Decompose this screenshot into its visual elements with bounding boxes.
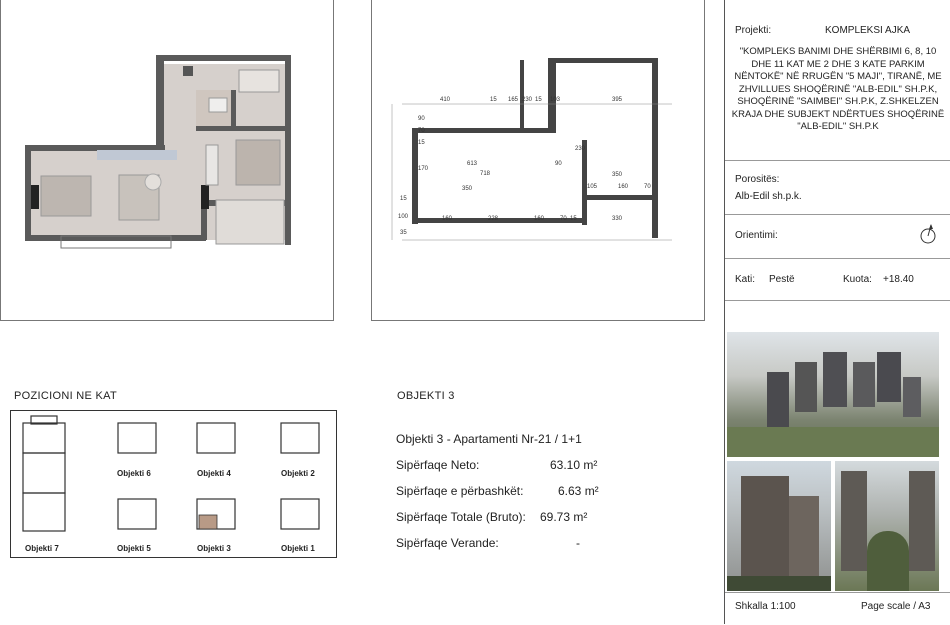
dim-label: 330 (612, 216, 623, 222)
site-plan (11, 411, 336, 557)
apartment-row (396, 484, 716, 498)
site-plan-frame (10, 410, 337, 558)
row-label: Sipërfaqe Verande: (396, 536, 499, 550)
dim-label: 35 (400, 230, 407, 236)
client-block (725, 160, 950, 215)
dim-label: 160 (618, 184, 629, 190)
dim-label: 350 (462, 186, 473, 192)
site-object-label: Objekti 5 (117, 544, 151, 553)
object-title: OBJEKTI 3 (397, 390, 455, 402)
dim-label: 613 (467, 161, 478, 167)
site-object-label: Objekti 2 (281, 469, 315, 478)
north-arrow-icon (917, 222, 939, 246)
dimensioned-floor-plan (372, 0, 704, 320)
project-block (725, 0, 950, 161)
apartment-row (396, 536, 716, 550)
site-object-label: Objekti 7 (25, 544, 59, 553)
level-label: Kuota: (843, 274, 872, 285)
row-label: Sipërfaqe e përbashkët: (396, 484, 524, 498)
scale-text: Shkalla 1:100 (735, 601, 796, 612)
dimensioned-plan-frame (371, 0, 705, 321)
row-value: 63.10 m² (550, 458, 598, 472)
dim-label: 103 (550, 97, 561, 103)
street-rendering (727, 461, 831, 591)
row-label: Sipërfaqe Totale (Bruto): (396, 510, 526, 524)
row-value: 69.73 m² (540, 510, 588, 524)
orientation-block (725, 214, 950, 259)
floor-value: Pestë (769, 274, 795, 285)
dim-label: 70 (644, 184, 651, 190)
project-name: KOMPLEKSI AJKA (825, 25, 911, 36)
dim-label: 15 (400, 196, 407, 202)
dim-label: 15 (535, 97, 542, 103)
dim-label: 15 (490, 97, 497, 103)
dim-label: 15 (418, 140, 425, 146)
site-object-label: Objekti 3 (197, 544, 231, 553)
orientation-label: Orientimi: (735, 230, 778, 241)
position-title: POZICIONI NE KAT (14, 390, 117, 402)
apartment-row (396, 458, 716, 472)
client-name: Alb-Edil sh.p.k. (735, 191, 802, 202)
dim-label: 70 (560, 216, 567, 222)
dim-label: 100 (398, 214, 409, 220)
dim-label: 410 (440, 97, 451, 103)
dim-label: 350 (612, 172, 623, 178)
furnished-floor-plan (1, 0, 333, 320)
dim-label: 230 (522, 97, 533, 103)
apartment-row (396, 510, 716, 524)
site-object-label: Objekti 1 (281, 544, 315, 553)
dim-label: 90 (418, 116, 425, 122)
site-object-label: Objekti 4 (197, 469, 231, 478)
dim-label: 228 (488, 216, 499, 222)
dim-label: 230 (575, 146, 586, 152)
project-description: "KOMPLEKS BANIMI DHE SHËRBIMI 6, 8, 10 DHE 11 KAT ME 2 DHE 3 KATE PARKIM NËNTOKË" NË RRUGËN "5 MAJI", TIRANË, ME ZHVILLUES SHOQËRINË "ALB-EDIL" SH.P.K, SHOQËRINË "SAIMBEI" SH.P.K, Z.SHKELZEN KRAJA DHE SUBJEKT NDËRTUES SHOQËRINË "ALB-EDIL" SH.P.K (731, 46, 945, 132)
row-value: - (576, 536, 580, 550)
client-label: Porositës: (735, 174, 780, 185)
dim-label: 395 (612, 97, 623, 103)
courtyard-rendering (835, 461, 939, 591)
floor-block (725, 258, 950, 301)
dim-label: 105 (587, 184, 598, 190)
apartment-info (396, 432, 716, 550)
dim-label: 70 (418, 128, 425, 134)
furnished-plan-frame (0, 0, 334, 321)
row-value: 6.63 m² (558, 484, 599, 498)
dim-label: 160 (534, 216, 545, 222)
floor-label: Kati: (735, 274, 756, 285)
dim-label: 718 (480, 171, 491, 177)
apartment-title: Objekti 3 - Apartamenti Nr-21 / 1+1 (396, 432, 582, 446)
site-object-label: Objekti 6 (117, 469, 151, 478)
footer-row (725, 592, 950, 625)
dim-label: 15 (570, 216, 577, 222)
row-label: Sipërfaqe Neto: (396, 458, 480, 472)
dim-label: 160 (442, 216, 453, 222)
aerial-rendering (727, 332, 939, 457)
page-scale-text: Page scale / A3 (861, 601, 931, 612)
dim-label: 165 (508, 97, 519, 103)
title-block (724, 0, 950, 624)
project-label: Projekti: (735, 25, 772, 36)
dim-label: 170 (418, 166, 429, 172)
plan-dimension-labels (398, 97, 651, 236)
level-value: +18.40 (883, 274, 914, 285)
dim-label: 90 (555, 161, 562, 167)
